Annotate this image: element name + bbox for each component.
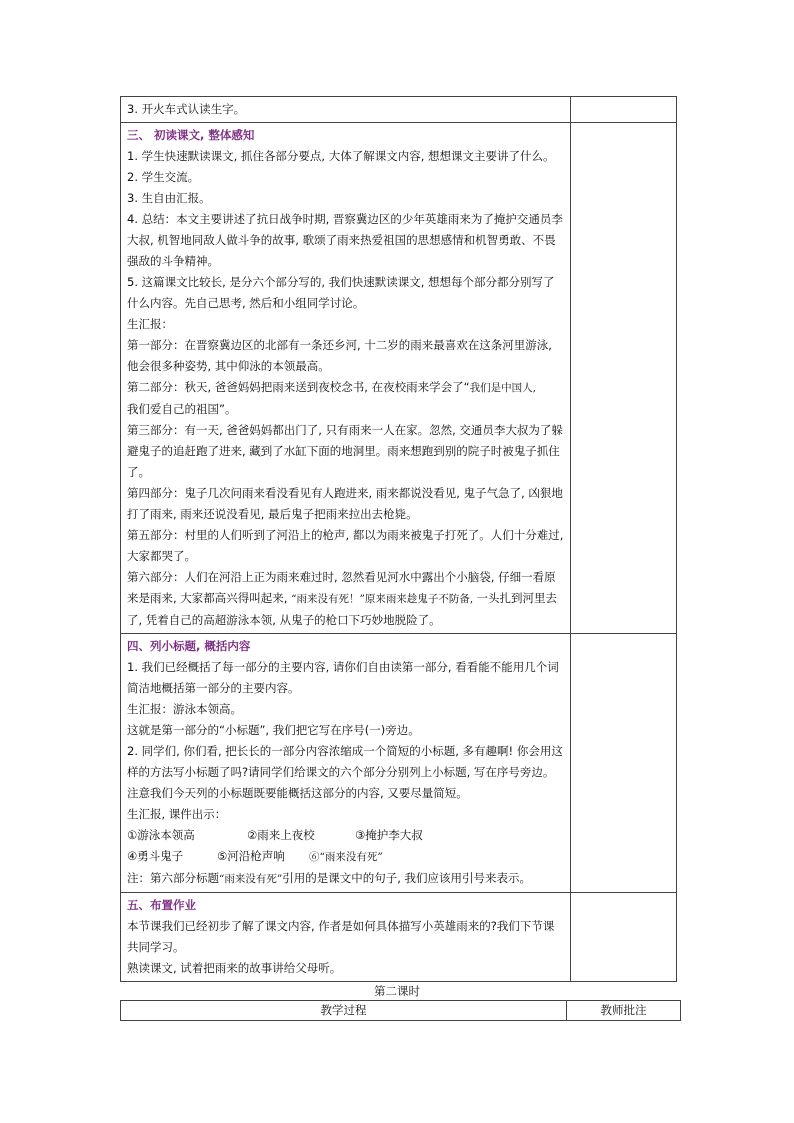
option-item: ④勇斗鬼子	[127, 849, 184, 863]
paragraph: 1. 我们已经概括了每一部分的主要内容, 请你们自由读第一部分, 看看能不能用几个词简洁地概括第一部分的主要内容。	[127, 660, 559, 695]
paragraph: 这就是第一部分的“小标题”, 我们把它写在序号(一)旁边。	[127, 723, 420, 737]
text-span: 注：第六部分标题	[127, 871, 219, 885]
text-span: 我们爱自己的祖国”。	[127, 402, 237, 416]
quote-span: “雨来没有死”	[219, 873, 283, 885]
process-cell	[121, 893, 571, 982]
section-heading: 三、 初读课文, 整体感知	[127, 128, 255, 142]
quote-span: “雨来没有死！”原来雨来趁鬼子不防备,	[291, 593, 477, 605]
option-item: ⑥“雨来没有死”	[309, 851, 383, 863]
section-heading: 五、布置作业	[127, 898, 196, 912]
paragraph: 1. 学生快速默读课文, 抓住各部分要点, 大体了解课文内容, 想想课文主要讲了什么。	[127, 149, 555, 163]
header-teacher-note: 教师批注	[567, 1001, 681, 1021]
teacher-note-cell	[571, 634, 677, 893]
process-cell	[121, 123, 571, 634]
text-line: 3. 开火车式认读生字。	[127, 102, 246, 116]
paragraph: 第四部分：鬼子几次问雨来看没看见有人跑进来, 雨来都说没看见, 鬼子气急了, 凶狠地打了雨来, 雨来还说没看见, 最后鬼子把雨来拉出去枪毙。	[127, 486, 563, 521]
process-cell	[121, 634, 571, 893]
option-item: ③掩护李大叔	[355, 828, 423, 842]
option-item: ①游泳本领高	[127, 828, 195, 842]
lesson-plan-page	[120, 96, 674, 1021]
paragraph: 本节课我们已经初步了解了课文内容, 作者是如何具体描写小英雄雨来的?我们下节课共同学习。	[127, 919, 555, 954]
table-row	[121, 123, 677, 634]
paragraph: 5. 这篇课文比较长, 是分六个部分写的, 我们快速默读课文, 想想每个部分都分别写了什么内容。先自己思考, 然后和小组同学讨论。	[127, 275, 555, 310]
section-heading: 四、列小标题, 概括内容	[127, 639, 251, 653]
paragraph: 2. 同学们, 你们看, 把长长的一部分内容浓缩成一个简短的小标题, 多有趣啊! 你会用这样的方法写小标题了吗?请同学们给课文的六个部分分别列上小标题, 写在序号旁边。注意我们今天列的小标题既要能概括这部分的内容, 又要尽量简短。	[127, 744, 563, 800]
paragraph: 生汇报：	[127, 317, 173, 331]
paragraph: 生汇报：游泳本领高。	[127, 702, 242, 716]
teacher-note-cell	[571, 123, 677, 634]
paragraph	[127, 377, 564, 420]
text-span: 引用的是课文中的句子, 我们应该用引号来表示。	[282, 871, 532, 885]
paragraph: 第三部分：有一天, 爸爸妈妈都出门了, 只有雨来一人在家。忽然, 交通员李大叔为了躲避鬼子的追赶跑了进来, 藏到了水缸下面的地洞里。雨来想跑到别的院子时被鬼子抓住了。	[127, 423, 563, 479]
option-line	[127, 825, 564, 846]
text-span: 一头扎到河里去了, 凭着自己的高超游泳本领, 从鬼子的枪口下巧妙地脱险了。	[127, 591, 558, 627]
lesson-table	[120, 96, 677, 982]
option-item: ②雨来上夜校	[247, 828, 315, 842]
option-item: ⑤河沿枪声响	[217, 849, 285, 863]
teacher-note-cell	[571, 893, 677, 982]
teacher-note-cell	[571, 97, 677, 123]
paragraph: 第一部分：在晋察冀边区的北部有一条还乡河, 十二岁的雨来最喜欢在这条河里游泳, 他会很多种姿势, 其中仰泳的本领最高。	[127, 338, 552, 373]
paragraph	[127, 567, 564, 631]
table-header-row	[121, 1001, 681, 1021]
second-lesson-table	[120, 1000, 681, 1021]
paragraph: 熟读课文, 试着把雨来的故事讲给父母听。	[127, 961, 342, 975]
process-cell	[121, 97, 571, 123]
table-row	[121, 634, 677, 893]
paragraph: 生汇报, 课件出示：	[127, 807, 227, 821]
paragraph: 2. 学生交流。	[127, 170, 200, 184]
paragraph	[127, 868, 564, 890]
paragraph: 第五部分：村里的人们听到了河沿上的枪声, 都以为雨来被鬼子打死了。人们十分难过, 大家都哭了。	[127, 528, 564, 563]
table-row	[121, 893, 677, 982]
quote-span: 我们是中国人,	[469, 382, 536, 394]
text-span: 第二部分：秋天, 爸爸妈妈把雨来送到夜校念书, 在夜校雨来学会了“	[127, 380, 470, 394]
option-line	[127, 846, 564, 868]
paragraph: 4. 总结：本文主要讲述了抗日战争时期, 晋察冀边区的少年英雄雨来为了掩护交通员李大叔, 机智地同敌人做斗争的故事, 歌颂了雨来热爱祖国的思想感情和机智勇敢、不畏强敌的斗争精神。	[127, 212, 563, 268]
paragraph: 3. 生自由汇报。	[127, 191, 211, 205]
header-process: 教学过程	[121, 1001, 567, 1021]
table-row	[121, 97, 677, 123]
second-lesson-title: 第二课时	[374, 984, 420, 998]
text-span: 第六部分：人们在河沿上正为雨来难过时, 忽然看见河水中露出个小脑袋, 仔细一看原来是雨来, 大家都高兴得叫起来,	[127, 570, 556, 605]
